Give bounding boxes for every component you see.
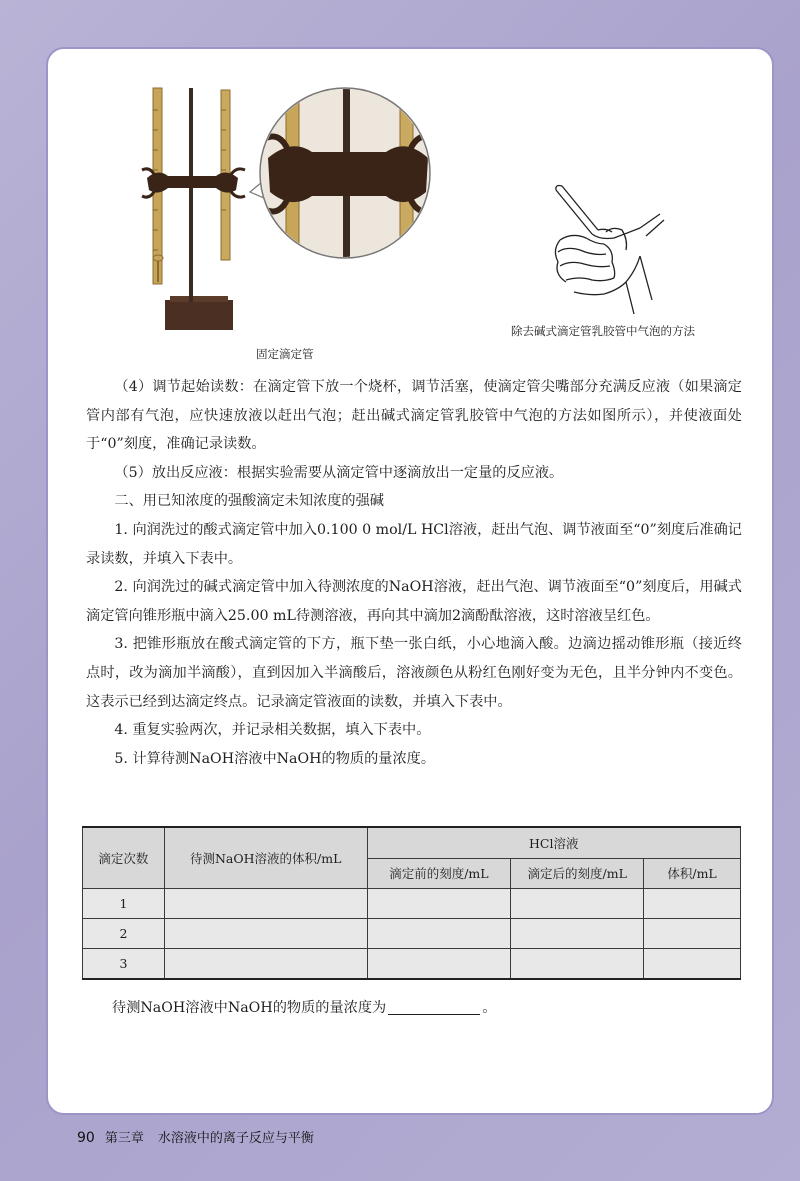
after-reading-cell[interactable] <box>511 949 644 980</box>
figure-caption-right: 除去碱式滴定管乳胶管中气泡的方法 <box>511 324 695 338</box>
volume-cell[interactable] <box>644 949 741 980</box>
naoh-volume-cell[interactable] <box>164 949 367 980</box>
volume-cell[interactable] <box>644 919 741 949</box>
paragraph-item-3: 3. 把锥形瓶放在酸式滴定管的下方，瓶下垫一张白纸，小心地滴入酸。边滴边摇动锥形瓶（接近终点时，改为滴加半滴酸），直到因加入半滴酸后，溶液颜色从粉红色刚好变为无色，且半分钟内不变色。这表示已经到达滴定终点。记录滴定管液面的读数，并填入下表中。 <box>86 636 742 710</box>
bubble-removal-drawing <box>555 186 664 315</box>
paragraph-item-1: 1. 向润洗过的酸式滴定管中加入0.100 0 mol/L HCl溶液，赶出气泡、调节液面至“0”刻度后准确记录读数，并填入下表中。 <box>86 521 742 567</box>
paragraph-step-5: （5）放出反应液：根据实验需要从滴定管中逐滴放出一定量的反应液。 <box>114 464 564 481</box>
naoh-volume-cell[interactable] <box>164 919 367 949</box>
header-naoh-volume: 待测NaOH溶液的体积/mL <box>164 827 367 889</box>
header-hcl-group: HCl溶液 <box>367 827 740 858</box>
result-suffix: 。 <box>482 1000 497 1016</box>
figure-caption-left: 固定滴定管 <box>256 347 314 361</box>
answer-blank[interactable] <box>388 998 480 1015</box>
result-line <box>112 997 496 1017</box>
volume-cell[interactable] <box>644 889 741 919</box>
paragraph-item-4: 4. 重复实验两次，并记录相关数据，填入下表中。 <box>114 722 431 739</box>
body-text <box>86 373 742 773</box>
header-before: 滴定前的刻度/mL <box>367 858 511 889</box>
titration-data-table <box>82 826 741 980</box>
illustration-area <box>0 0 800 370</box>
clamp-zoom-image <box>250 86 432 260</box>
paragraph-step-4: （4）调节起始读数：在滴定管下放一个烧杯，调节活塞，使滴定管尖嘴部分充满反应液（如果滴定管内部有气泡，应快速放液以赶出气泡；赶出碱式滴定管乳胶管中气泡的方法如图所示），并使液面处于“0”刻度，准确记录读数。 <box>86 379 742 453</box>
paragraph-item-5: 5. 计算待测NaOH溶液中NaOH的物质的量浓度。 <box>114 750 436 767</box>
burette-stand-image <box>142 88 245 330</box>
table-row <box>83 919 741 949</box>
row-number: 2 <box>83 919 165 949</box>
header-trial: 滴定次数 <box>83 827 165 889</box>
table-row <box>83 889 741 919</box>
section-heading: 二、用已知浓度的强酸滴定未知浓度的强碱 <box>114 493 384 510</box>
paragraph-item-2: 2. 向润洗过的碱式滴定管中加入待测浓度的NaOH溶液，赶出气泡、调节液面至“0”刻度后，用碱式滴定管向锥形瓶中滴入25.00 mL待测溶液，再向其中滴加2滴酚酞溶液，这时溶液呈红色。 <box>86 579 742 624</box>
page-number: 90 <box>77 1130 95 1146</box>
table-row <box>83 949 741 980</box>
before-reading-cell[interactable] <box>367 949 511 980</box>
page-footer <box>77 1127 314 1146</box>
chapter-label: 第三章 <box>104 1131 144 1146</box>
after-reading-cell[interactable] <box>511 889 644 919</box>
result-prefix: 待测NaOH溶液中NaOH的物质的量浓度为 <box>112 1000 387 1016</box>
row-number: 1 <box>83 889 165 919</box>
after-reading-cell[interactable] <box>511 919 644 949</box>
before-reading-cell[interactable] <box>367 919 511 949</box>
row-number: 3 <box>83 949 165 980</box>
header-volume: 体积/mL <box>644 858 741 889</box>
header-after: 滴定后的刻度/mL <box>511 858 644 889</box>
before-reading-cell[interactable] <box>367 889 511 919</box>
chapter-title: 水溶液中的离子反应与平衡 <box>157 1131 314 1146</box>
naoh-volume-cell[interactable] <box>164 889 367 919</box>
